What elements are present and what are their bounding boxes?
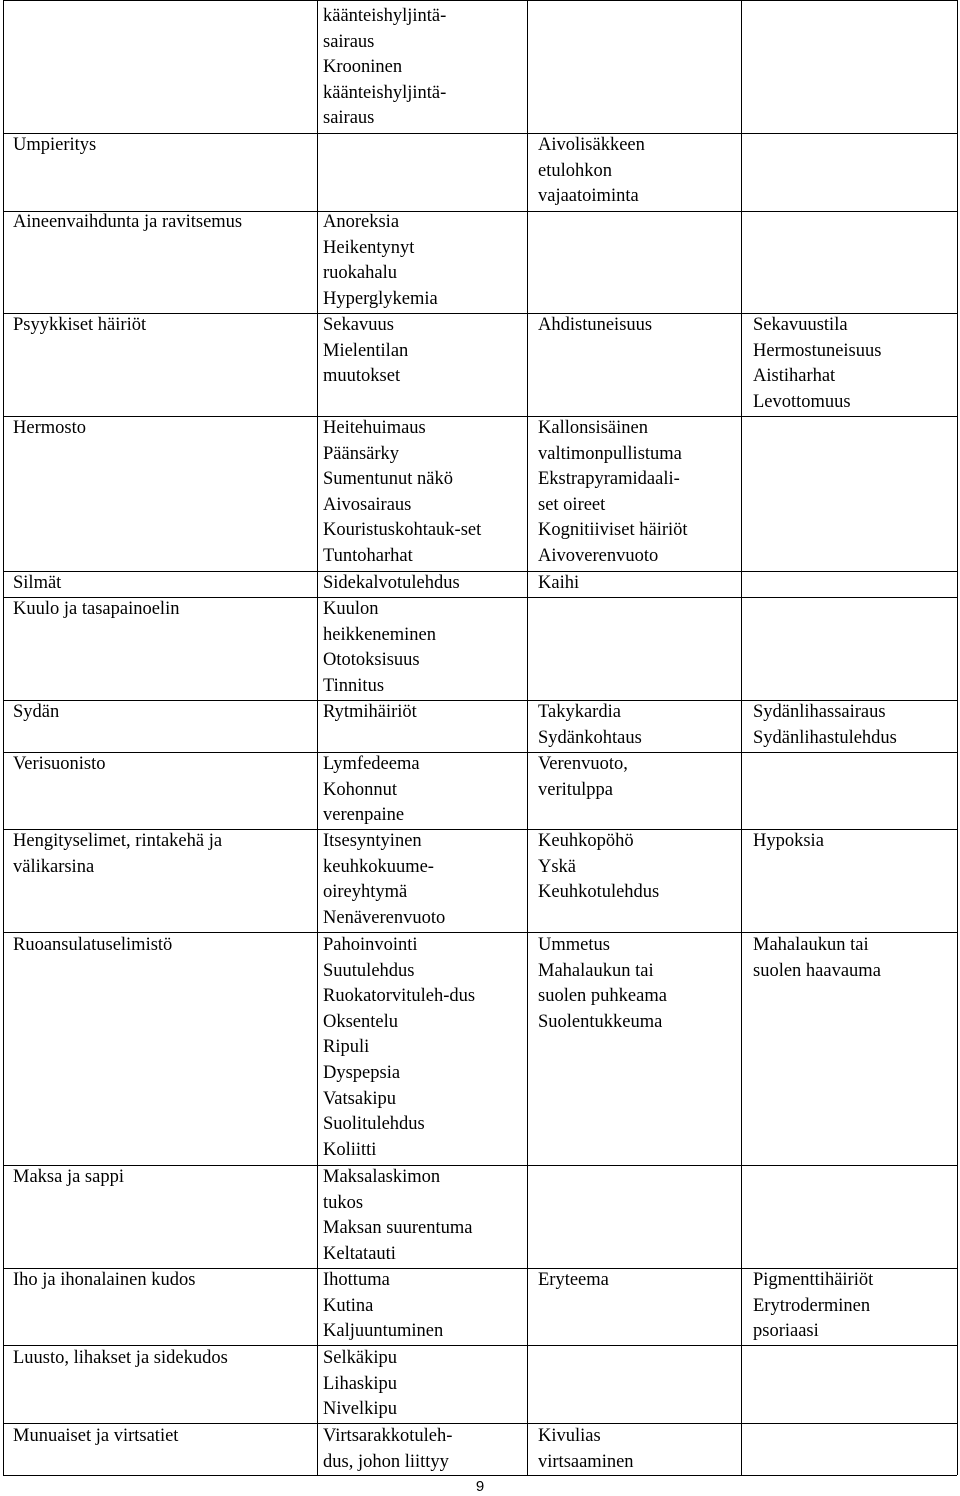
cell-text-line: muutokset [323,366,401,387]
cell-text-line: Munuaiset ja virtsatiet [13,1426,179,1446]
cell-text-line: Ototoksisuus [323,650,420,671]
table-row-border [3,752,957,753]
cell-text-line: Mielentilan [323,340,409,361]
cell-text-line: Aineenvaihdunta ja ravitsemus [13,212,243,232]
table-cell [323,933,475,1163]
page-number: 9 [475,1478,485,1495]
cell-text-line: Kutina [323,1295,374,1316]
cell-text-line: Maksalaskimon [323,1167,441,1187]
cell-text-line: dus, johon liittyy [323,1451,449,1472]
table-cell [13,1424,178,1450]
table-cell [13,597,179,623]
cell-text-line: Verenvuoto, [538,754,628,774]
cell-text-line: set oireet [538,494,606,515]
cell-text-line: Kognitiiviset häiriöt [538,520,688,541]
table-cell [538,416,688,570]
cell-text-line: verenpaine [323,805,405,826]
cell-text-line: Keltatauti [323,1243,396,1264]
cell-text-line: keuhkokuume- [323,856,434,877]
table-cell [323,210,438,312]
cell-text-line: välikarsina [13,856,95,877]
cell-text-line: Luusto, lihakset ja sidekudos [13,1348,228,1368]
cell-text-line: Kallonsisäinen [538,418,648,438]
table-row-border [3,571,957,572]
cell-text-line: Sydänlihassairaus [753,702,886,722]
cell-text-line: Heikentynyt [323,237,415,258]
cell-text-line: oireyhtymä [323,882,408,903]
table-column-border [527,0,528,1475]
cell-text-line: Ummetus [538,935,610,955]
cell-text-line: Takykardia [538,702,621,722]
cell-text-line: Lymfedeema [323,754,420,774]
cell-text-line: Vatsakipu [323,1088,396,1109]
table-cell [323,1346,397,1423]
table-column-border [317,0,318,1475]
cell-text-line: valtimonpullistuma [538,443,682,464]
cell-text-line: Koliitti [323,1139,377,1160]
cell-text-line: vajaatoiminta [538,186,639,207]
cell-text-line: Mahalaukun tai [753,935,869,955]
table-cell [538,313,652,339]
cell-text-line: Sydän [13,702,60,722]
cell-text-line: Kuulo ja tasapainoelin [13,599,180,619]
table-cell [323,416,481,570]
cell-text-line: Kouristuskohtauk-set [323,520,482,541]
cell-text-line: etulohkon [538,160,612,181]
table-cell [13,829,222,880]
table-cell [538,571,579,597]
table-cell [13,313,146,339]
cell-text-line: Sekavuustila [753,315,848,335]
cell-text-line: tukos [323,1192,364,1213]
cell-text-line: Rytmihäiriöt [323,702,417,722]
table-cell [323,700,417,726]
table-cell [13,210,242,236]
cell-text-line: psoriaasi [753,1321,819,1342]
table-cell [538,829,659,906]
cell-text-line: Nenäverenvuoto [323,907,446,928]
cell-text-line: Sydänkohtaus [538,727,642,748]
table-cell [13,1165,124,1191]
table-row-border [3,1165,957,1166]
cell-text-line: Suolentukkeuma [538,1011,663,1032]
cell-text-line: suolen haavauma [753,960,881,981]
table-cell [323,571,460,597]
cell-text-line: Lihaskipu [323,1373,397,1394]
cell-text-line: virtsaaminen [538,1451,634,1472]
table-cell [753,1268,873,1345]
cell-text-line: Yskä [538,856,577,877]
table-cell [13,1346,228,1372]
cell-text-line: käänteishyljintä- [323,6,447,26]
table-cell [323,597,436,699]
cell-text-line: Pahoinvointi [323,935,418,955]
table-cell [323,313,408,390]
cell-text-line: Tuntoharhat [323,545,413,566]
cell-text-line: Ahdistuneisuus [538,315,653,335]
table-column-border [957,0,958,1475]
cell-text-line: Hengityselimet, rintakehä ja [13,831,223,851]
cell-text-line: Hyperglykemia [323,288,438,309]
table-cell [323,752,420,829]
table-cell [538,752,628,803]
table-column-border [741,0,742,1475]
table-cell [13,416,86,442]
cell-text-line: Aistiharhat [753,366,836,387]
cell-text-line: heikkeneminen [323,624,437,645]
cell-text-line: Suutulehdus [323,960,415,981]
cell-text-line: Kivulias [538,1426,601,1446]
cell-text-line: Ruokatorvituleh-dus [323,986,476,1007]
table-cell [13,133,96,159]
cell-text-line: käänteishyljintä- [323,82,447,103]
cell-text-line: Hermostuneisuus [753,340,882,361]
table-cell [538,933,667,1035]
table-cell [13,700,59,726]
cell-text-line: Selkäkipu [323,1348,397,1368]
cell-text-line: Kuulon [323,599,379,619]
table-cell [13,1268,195,1294]
cell-text-line: Päänsärky [323,443,400,464]
cell-text-line: Aivoverenvuoto [538,545,659,566]
cell-text-line: Tinnitus [323,675,385,696]
cell-text-line: Heitehuimaus [323,418,426,438]
cell-text-line: veritulppa [538,779,614,800]
cell-text-line: Hermosto [13,418,86,438]
cell-text-line: Levottomuus [753,391,851,412]
cell-text-line: Ripuli [323,1037,370,1058]
cell-text-line: Pigmenttihäiriöt [753,1270,874,1290]
table-cell [323,1268,443,1345]
table-row-border [3,133,957,134]
cell-text-line: Aivolisäkkeen [538,135,645,155]
cell-text-line: Hypoksia [753,831,824,851]
table-cell [323,1165,473,1267]
cell-text-line: Sekavuus [323,315,394,335]
cell-text-line: sairaus [323,31,375,52]
cell-text-line: suolen puhkeama [538,986,667,1007]
table-cell [323,4,446,132]
cell-text-line: Eryteema [538,1270,609,1290]
table-cell [538,1268,609,1294]
cell-text-line: Mahalaukun tai [538,960,654,981]
table-cell [753,933,881,984]
cell-text-line: Virtsarakkotuleh- [323,1426,453,1446]
cell-text-line: Maksan suurentuma [323,1218,473,1239]
table-cell [753,829,824,855]
table-cell [13,752,106,778]
table-column-border [3,0,4,1475]
table-cell [13,933,172,959]
cell-text-line: Kaihi [538,573,580,593]
cell-text-line: Verisuonisto [13,754,106,774]
cell-text-line: Suolitulehdus [323,1114,425,1135]
table-cell [323,1424,452,1475]
cell-text-line: Kaljuuntuminen [323,1321,444,1342]
cell-text-line: Sumentunut näkö [323,469,454,490]
cell-text-line: Umpieritys [13,135,97,155]
cell-text-line: Sydänlihastulehdus [753,727,897,748]
table-cell [538,1424,634,1475]
cell-text-line: sairaus [323,108,375,129]
table-bottom-border [3,1475,957,1476]
table-row-border [3,0,957,1]
cell-text-line: Sidekalvotulehdus [323,573,460,593]
cell-text-line: Psyykkiset häiriöt [13,315,147,335]
cell-text-line: Ruoansulatuselimistö [13,935,173,955]
cell-text-line: Maksa ja sappi [13,1167,124,1187]
table-cell [753,700,897,751]
table-cell [753,313,881,415]
cell-text-line: Anoreksia [323,212,400,232]
cell-text-line: Ihottuma [323,1270,390,1290]
cell-text-line: Ekstrapyramidaali- [538,469,680,490]
table-cell [538,700,642,751]
table-cell [538,133,645,210]
cell-text-line: Keuhkopöhö [538,831,634,851]
table-cell [13,571,61,597]
cell-text-line: Kohonnut [323,779,397,800]
cell-text-line: ruokahalu [323,263,397,284]
cell-text-line: Itsesyntyinen [323,831,422,851]
cell-text-line: Dyspepsia [323,1062,401,1083]
cell-text-line: Erytroderminen [753,1295,871,1316]
table-cell [323,829,445,931]
cell-text-line: Aivosairaus [323,494,412,515]
cell-text-line: Iho ja ihonalainen kudos [13,1270,196,1290]
cell-text-line: Silmät [13,573,62,593]
cell-text-line: Keuhkotulehdus [538,882,660,903]
cell-text-line: Oksentelu [323,1011,399,1032]
cell-text-line: Krooninen [323,57,403,78]
cell-text-line: Nivelkipu [323,1399,397,1420]
